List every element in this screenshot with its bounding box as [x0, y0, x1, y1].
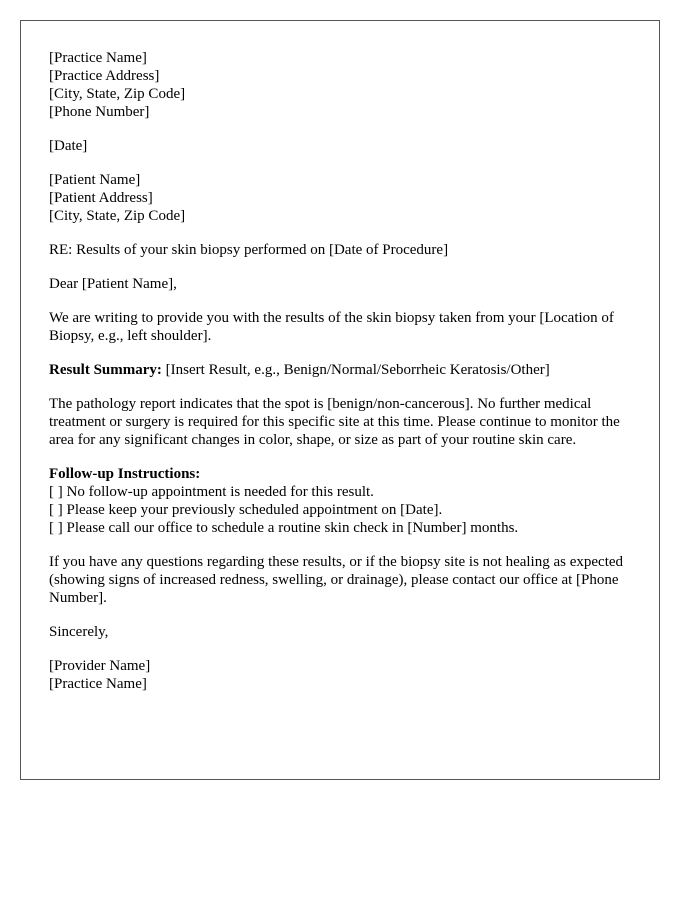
recipient-block — [49, 171, 631, 225]
letter-body — [49, 49, 631, 693]
letter-page — [20, 20, 660, 780]
questions-paragraph: If you have any questions regarding these results, or if the biopsy site is not healing as expected (showing signs of increased redness, swelling, or drainage), please contact our office at [Phone Number]. — [49, 554, 624, 606]
date-block — [49, 137, 631, 155]
salutation: Dear [Patient Name], — [49, 276, 177, 292]
sender-city-state-zip: [City, State, Zip Code] — [49, 86, 186, 102]
intro-paragraph: We are writing to provide you with the results of the skin biopsy taken from your [Location of Biopsy, e.g., left shoulder]. — [49, 310, 614, 344]
followup-item: [ ] No follow-up appointment is needed for this result. — [49, 484, 374, 500]
result-summary-value: [Insert Result, e.g., Benign/Normal/Seborrheic Keratosis/Other] — [161, 362, 550, 378]
sender-practice-name: [Practice Name] — [49, 50, 147, 66]
recipient-address: [Patient Address] — [49, 190, 153, 206]
followup-item: [ ] Please keep your previously scheduled appointment on [Date]. — [49, 502, 443, 518]
result-summary-label: Result Summary: — [49, 362, 162, 378]
pathology-paragraph: The pathology report indicates that the spot is [benign/non-cancerous]. No further medical treatment or surgery is required for this specific site at this time. Please continue to monitor the area for any significant changes in color, shape, or size as part of your routine skin care. — [49, 396, 620, 448]
sender-phone: [Phone Number] — [49, 104, 150, 120]
signature-practice-name: [Practice Name] — [49, 676, 147, 692]
signature-block — [49, 657, 631, 693]
closing: Sincerely, — [49, 624, 109, 640]
re-line: RE: Results of your skin biopsy performed on [Date of Procedure] — [49, 242, 449, 258]
followup-item: [ ] Please call our office to schedule a routine skin check in [Number] months. — [49, 520, 519, 536]
followup-heading: Follow-up Instructions: — [49, 466, 201, 482]
result-summary — [49, 361, 631, 379]
recipient-city-state-zip: [City, State, Zip Code] — [49, 208, 186, 224]
signature-provider-name: [Provider Name] — [49, 658, 151, 674]
followup-block — [49, 465, 631, 537]
recipient-name: [Patient Name] — [49, 172, 141, 188]
sender-block — [49, 49, 631, 121]
letter-date: [Date] — [49, 138, 88, 154]
sender-practice-address: [Practice Address] — [49, 68, 160, 84]
